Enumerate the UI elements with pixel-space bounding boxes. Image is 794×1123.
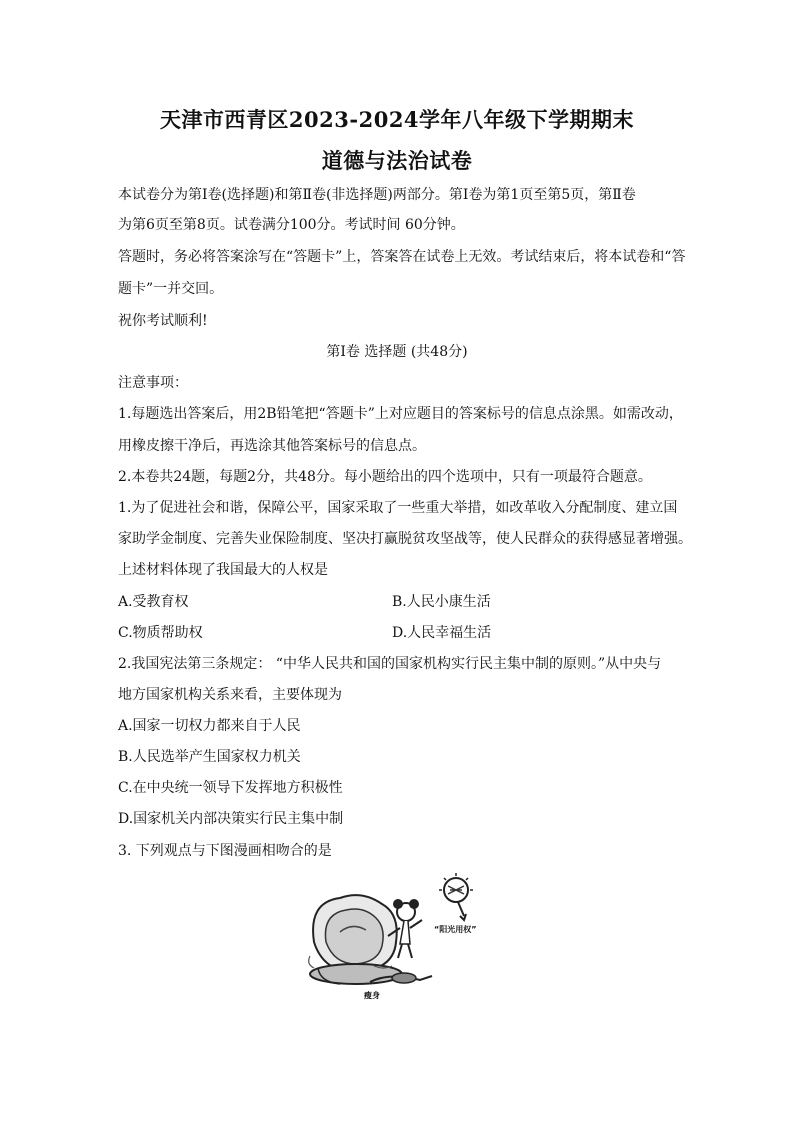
note-line: 2.本卷共24题，每题2分，共48分。每小题给出的四个选项中，只有一项最符合题意。 xyxy=(118,469,652,485)
q1-option-a: A.受教育权 xyxy=(118,594,189,610)
question-1-stem: 家助学金制度、完善失业保险制度、坚决打赢脱贫攻坚战等，使人民群众的获得感显著增强。 xyxy=(118,531,692,547)
cartoon-label: “阳光用权” xyxy=(434,925,477,934)
exam-subtitle: 道德与法治试卷 xyxy=(321,148,473,173)
notes-heading: 注意事项： xyxy=(118,375,188,391)
q2-option-b: B.人民选举产生国家权力机关 xyxy=(118,749,301,765)
q1-option-b: B.人民小康生活 xyxy=(392,594,491,610)
question-2-stem: 2.我国宪法第三条规定： “中华人民共和国的国家机构实行民主集中制的原则。”从中央与 xyxy=(118,656,662,672)
exam-title: 天津市西青区2023-2024学年八年级下学期期末 xyxy=(159,107,635,132)
question-1-stem: 1.为了促进社会和谐，保障公平，国家采取了一些重大举措，如改革收入分配制度、建立国 xyxy=(118,500,678,516)
question-1-stem: 上述材料体现了我国最大的人权是 xyxy=(118,562,328,578)
cartoon-caption: 瘦身 xyxy=(364,991,380,1000)
q1-option-d: D.人民幸福生活 xyxy=(392,625,492,641)
q2-option-a: A.国家一切权力都来自于人民 xyxy=(118,718,301,734)
q1-option-c: C.物质帮助权 xyxy=(118,625,203,641)
question-2-stem: 地方国家机构关系来看，主要体现为 xyxy=(118,687,342,703)
intro-line: 祝你考试顺利! xyxy=(118,313,208,329)
cartoon-image xyxy=(300,872,500,1008)
question-3-stem: 3. 下列观点与下图漫画相吻合的是 xyxy=(118,843,332,859)
section-title: 第Ⅰ卷 选择题 (共48分) xyxy=(326,344,468,360)
q2-option-c: C.在中央统一领导下发挥地方积极性 xyxy=(118,780,343,796)
note-line: 用橡皮擦干净后，再选涂其他答案标号的信息点。 xyxy=(118,438,426,454)
intro-line: 答题时，务必将答案涂写在“答题卡”上，答案答在试卷上无效。考试结束后，将本试卷和“答 xyxy=(118,249,686,265)
cartoon-drawing xyxy=(300,872,500,1008)
note-line: 1.每题选出答案后，用2B铅笔把“答题卡”上对应题目的答案标号的信息点涂黑。如需改动， xyxy=(118,406,683,422)
intro-line: 题卡”一并交回。 xyxy=(118,281,224,297)
q2-option-d: D.国家机关内部决策实行民主集中制 xyxy=(118,811,344,827)
intro-line: 本试卷分为第Ⅰ卷(选择题)和第Ⅱ卷(非选择题)两部分。第Ⅰ卷为第1页至第5页，第Ⅱ卷 xyxy=(118,187,636,203)
intro-line: 为第6页至第8页。试卷满分100分。考试时间 60分钟。 xyxy=(118,217,465,233)
